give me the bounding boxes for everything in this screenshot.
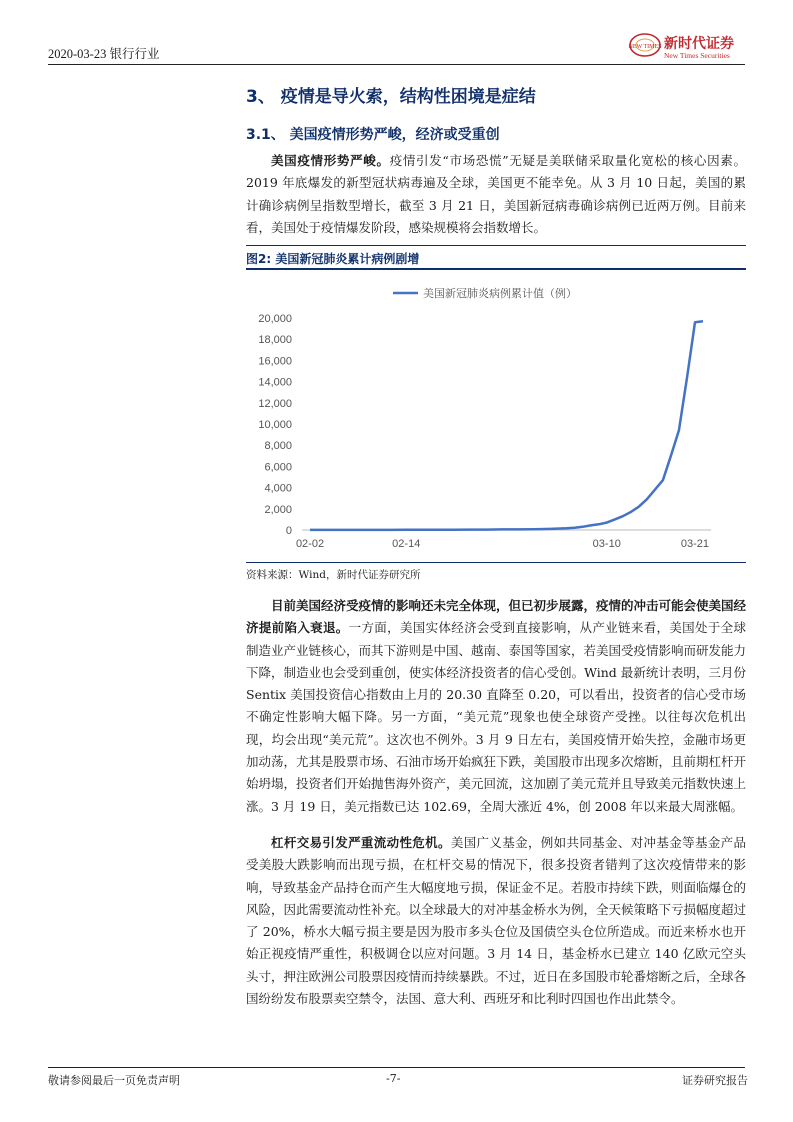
- x-tick-label: 03-10: [592, 538, 621, 550]
- legend-label: 美国新冠肺炎病例累计值（例）: [423, 287, 577, 300]
- series-line-cumulative-cases: [310, 321, 703, 530]
- section-heading: 3、 疫情是导火索，结构性困境是症结: [246, 87, 536, 107]
- company-logo: [628, 32, 746, 62]
- paragraph-3: [246, 832, 746, 1010]
- us-covid-cases-chart: [246, 270, 746, 560]
- subsection-heading: 3.1、 美国疫情形势严峻，经济或受重创: [246, 127, 500, 143]
- logo-english-name: New Times Securities: [664, 51, 730, 60]
- y-tick-label: 8,000: [264, 440, 292, 453]
- footer-divider: [48, 1067, 745, 1068]
- logo-chinese-name: 新时代证券: [664, 36, 734, 52]
- y-tick-label: 18,000: [258, 334, 292, 347]
- x-tick-label: 03-21: [680, 538, 710, 550]
- footer-report-type: 证券研究报告: [682, 1074, 748, 1087]
- paragraph-1-body: 疫情引发“市场恐慌”无疑是美联储采取量化宽松的核心因素。2019 年底爆发的新型冠状病毒遍及全球，美国更不能幸免。从 3 月 10 日起，美国的累计确诊病例呈指数型增长，截至 3 月 21 日，美国新冠病毒确诊病例已近两万例。目前来看，美国处于疫情爆发阶段，感染规模将会指数增长。: [246, 153, 746, 235]
- paragraph-1: [246, 150, 746, 239]
- logo-mark-icon: [628, 32, 662, 58]
- y-tick-label: 2,000: [264, 503, 292, 516]
- y-tick-label: 20,000: [258, 313, 292, 325]
- figure-title: 图2: 美国新冠肺炎累计病例剧增: [246, 252, 420, 266]
- paragraph-3-lead: 杠杆交易引发严重流动性危机。: [271, 835, 451, 850]
- y-tick-label: 10,000: [258, 419, 292, 431]
- y-tick-label: 12,000: [258, 397, 292, 410]
- chart-legend: [393, 286, 577, 300]
- paragraph-3-body: 美国广义基金，例如共同基金、对冲基金等基金产品受美股大跌影响而出现亏损，在杠杆交易的情况下，很多投资者错判了这次疫情带来的影响，导致基金产品持仓而产生大幅度地亏损，保证金不足。若股市持续下跌，则面临爆仓的风险，因此需要流动性补充。以全球最大的对冲基金桥水为例，全天候策略下亏损幅度超过了 20%，桥水大幅亏损主要是因为股市多头仓位及国债空头仓位所造成。而近来桥水也开始正视疫情严重性，积极调仓以应对问题。3 月 14 日，基金桥水已建立 140 亿欧元空头头寸，押注欧洲公司股票因疫情而持续暴跌。不过，近日在多国股市轮番熔断之后，全球各国纷纷发布股票卖空禁令，法国、意大利、西班牙和比利时四国也作出此禁令。: [246, 835, 747, 1007]
- header-date-category: 2020-03-23 银行行业: [48, 47, 160, 61]
- footer-disclaimer: 敬请参阅最后一页免责声明: [48, 1074, 180, 1087]
- paragraph-2-lead: 目前美国经济受疫情的影响还未完全体现，但已初步展露，疫情的冲击可能会使美国经济提前陷入衰退。: [246, 598, 747, 636]
- x-axis: [296, 530, 711, 550]
- logo-mark-text: NEW TIMES: [628, 44, 662, 50]
- y-axis: [258, 313, 292, 537]
- y-tick-label: 14,000: [258, 376, 292, 389]
- figure-top-rule: [246, 245, 746, 246]
- paragraph-2: [246, 595, 746, 818]
- y-tick-label: 4,000: [264, 482, 292, 495]
- figure-bottom-rule: [246, 562, 746, 563]
- y-tick-label: 0: [285, 525, 292, 537]
- paragraph-2-body: 一方面，美国实体经济会受到直接影响，从产业链来看，美国处于全球制造业产业链核心，而其下游则是中国、越南、泰国等国家，若美国受疫情影响而研发能力下降，制造业也会受到重创，使实体经济投资者的信心受创。Wind 最新统计表明，三月份 Sentix 美国投资信心指数由上月的 20.30 直降至 0.20，可以看出，投资者的信心受市场不确定性影响大幅下降。另一方面，“美元荒”现象也使全球资产受挫。以往每次危机出现，均会出现“美元荒”。这次也不例外。3 月 9 日左右，美国疫情开始失控，金融市场更加动荡，尤其是股票市场、石油市场开始疯狂下跌，美国股市出现多次熔断，且前期杠杆开始坍塌，投资者们开始抛售海外资产，美元回流，这加剧了美元荒并且导致美元指数快速上涨。3 月 19 日，美元指数已达 102.69，全周大涨近 4%，创 2008 年以来最大周涨幅。: [246, 620, 747, 814]
- x-tick-label: 02-14: [392, 538, 421, 550]
- x-tick-label: 02-02: [295, 538, 325, 550]
- paragraph-1-lead: 美国疫情形势严峻。: [271, 153, 390, 168]
- header-divider: [48, 64, 745, 65]
- figure-source: 资料来源：Wind，新时代证券研究所: [246, 569, 421, 581]
- y-tick-label: 6,000: [264, 461, 292, 474]
- y-tick-label: 16,000: [258, 355, 292, 368]
- page-number: -7-: [386, 1072, 401, 1085]
